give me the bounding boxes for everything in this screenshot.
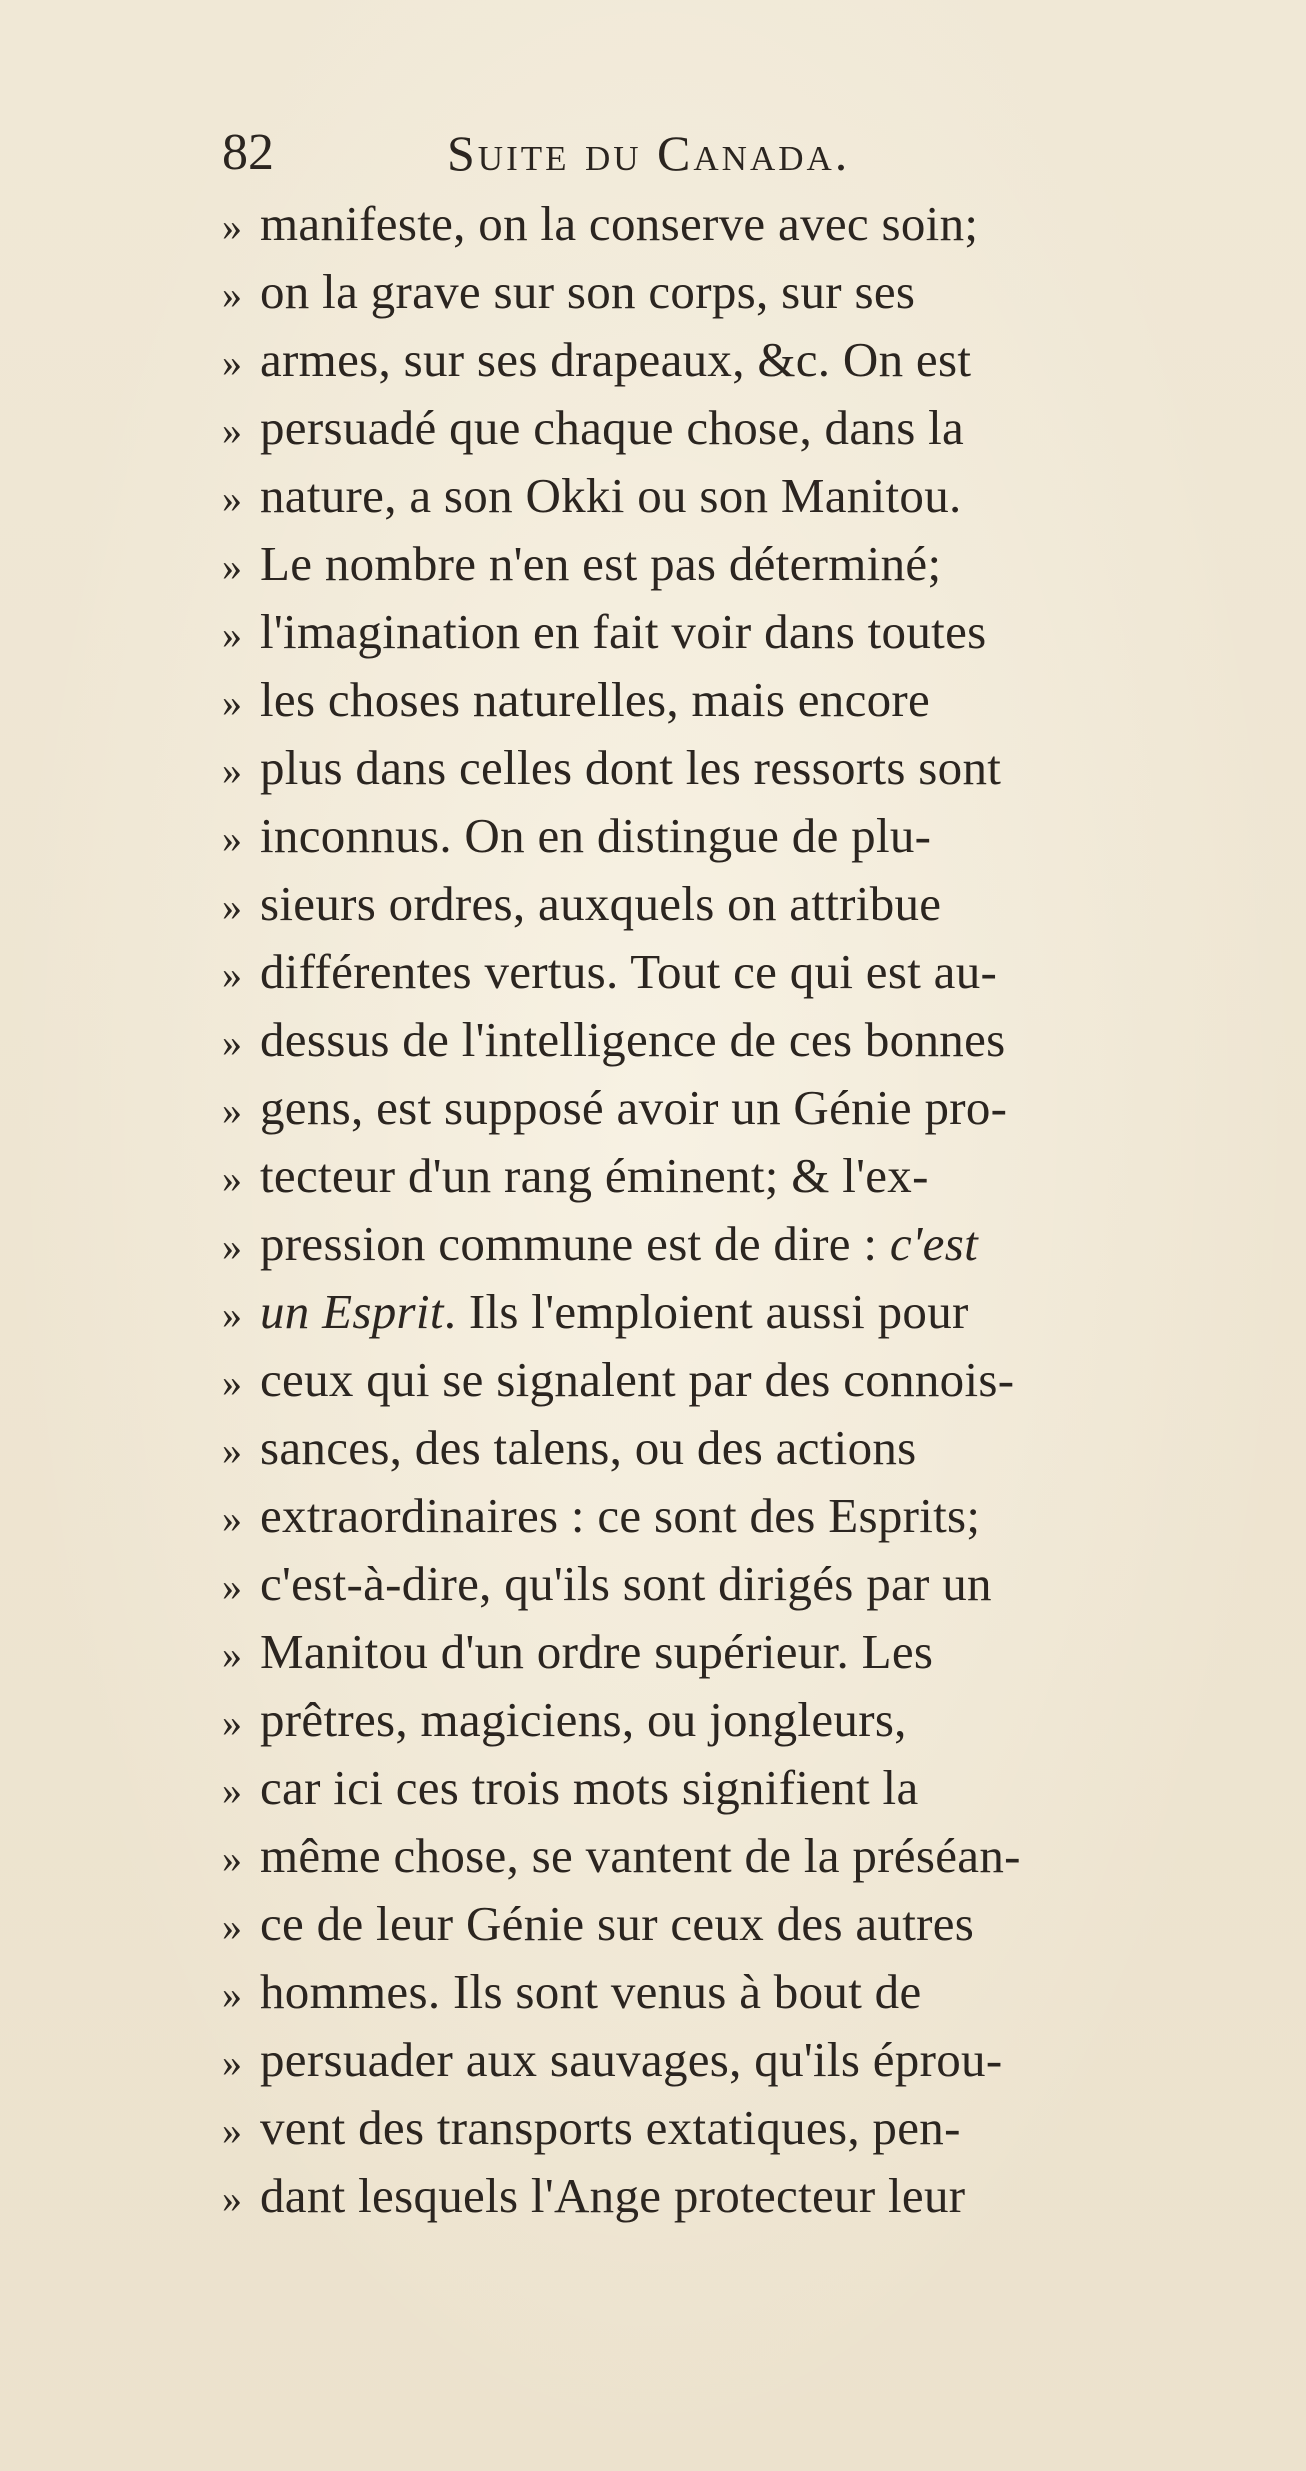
quotation-mark: » <box>222 1836 243 1881</box>
text-line <box>222 802 1222 870</box>
line-text: Manitou d'un ordre supérieur. Les <box>260 1624 934 1679</box>
text-line <box>222 734 1222 802</box>
line-text: extraordinaires : ce sont des Esprits; <box>260 1488 981 1543</box>
quotation-mark: » <box>222 1224 243 1269</box>
line-text: plus dans celles dont les ressorts sont <box>260 740 1002 795</box>
quotation-mark: » <box>222 272 243 317</box>
line-text: hommes. Ils sont venus à bout de <box>260 1964 922 2019</box>
line-text: ceux qui se signalent par des connois- <box>260 1352 1015 1407</box>
line-text: . Ils l'emploient aussi pour <box>443 1284 969 1339</box>
line-text: pression commune est de dire : <box>260 1216 890 1271</box>
text-line <box>222 1142 1222 1210</box>
text-line <box>222 666 1222 734</box>
quotation-mark: » <box>222 748 243 793</box>
line-text: manifeste, on la conserve avec soin; <box>260 196 979 251</box>
text-line <box>222 1550 1222 1618</box>
quotation-mark: » <box>222 2108 243 2153</box>
quotation-mark: » <box>222 476 243 521</box>
quotation-mark: » <box>222 1496 243 1541</box>
italic-text: un Esprit <box>260 1284 444 1339</box>
quotation-mark: » <box>222 1768 243 1813</box>
line-text: armes, sur ses drapeaux, &c. On est <box>260 332 972 387</box>
text-line <box>222 258 1222 326</box>
text-line <box>222 598 1222 666</box>
text-line <box>222 1414 1222 1482</box>
quotation-mark: » <box>222 2040 243 2085</box>
quotation-mark: » <box>222 544 243 589</box>
quotation-mark: » <box>222 1972 243 2017</box>
text-line <box>222 326 1222 394</box>
quotation-mark: » <box>222 1360 243 1405</box>
quotation-mark: » <box>222 2176 243 2221</box>
line-text: dant lesquels l'Ange protecteur leur <box>260 2168 966 2223</box>
line-text: même chose, se vantent de la préséan- <box>260 1828 1021 1883</box>
line-text: nature, a son Okki ou son Manitou. <box>260 468 962 523</box>
quotation-mark: » <box>222 612 243 657</box>
line-text: tecteur d'un rang éminent; & l'ex- <box>260 1148 929 1203</box>
text-line <box>222 1754 1222 1822</box>
line-text: prêtres, magiciens, ou jongleurs, <box>260 1692 907 1747</box>
text-line <box>222 462 1222 530</box>
line-text: les choses naturelles, mais encore <box>260 672 931 727</box>
quotation-mark: » <box>222 1156 243 1201</box>
text-line <box>222 1686 1222 1754</box>
page-header <box>222 118 1122 188</box>
quotation-mark: » <box>222 1020 243 1065</box>
quotation-mark: » <box>222 884 243 929</box>
text-line <box>222 2094 1222 2162</box>
text-line <box>222 1958 1222 2026</box>
line-text: différentes vertus. Tout ce qui est au- <box>260 944 998 999</box>
text-line <box>222 530 1222 598</box>
line-text: l'imagination en fait voir dans toutes <box>260 604 987 659</box>
quotation-mark: » <box>222 1428 243 1473</box>
text-line <box>222 1890 1222 1958</box>
line-text: Le nombre n'en est pas déterminé; <box>260 536 942 591</box>
line-text: c'est-à-dire, qu'ils sont dirigés par un <box>260 1556 992 1611</box>
quotation-mark: » <box>222 204 243 249</box>
line-text: persuadé que chaque chose, dans la <box>260 400 965 455</box>
text-line <box>222 1074 1222 1142</box>
text-line <box>222 1618 1222 1686</box>
quotation-mark: » <box>222 1632 243 1677</box>
text-line <box>222 2162 1222 2230</box>
text-line <box>222 394 1222 462</box>
quotation-mark: » <box>222 408 243 453</box>
line-text: vent des transports extatiques, pen- <box>260 2100 961 2155</box>
line-text: ce de leur Génie sur ceux des autres <box>260 1896 975 1951</box>
page-number: 82 <box>222 124 274 181</box>
quotation-mark: » <box>222 1564 243 1609</box>
line-text: inconnus. On en distingue de plu- <box>260 808 932 863</box>
quotation-mark: » <box>222 1700 243 1745</box>
quotation-mark: » <box>222 816 243 861</box>
running-head: Suite du Canada. <box>447 125 851 181</box>
text-line <box>222 1346 1222 1414</box>
line-text: dessus de l'intelligence de ces bonnes <box>260 1012 1006 1067</box>
line-text: persuader aux sauvages, qu'ils éprou- <box>260 2032 1003 2087</box>
line-text: sances, des talens, ou des actions <box>260 1420 917 1475</box>
text-line <box>222 1006 1222 1074</box>
text-line <box>222 870 1222 938</box>
text-line <box>222 1278 1222 1346</box>
line-text: car ici ces trois mots signifient la <box>260 1760 919 1815</box>
line-text: gens, est supposé avoir un Génie pro- <box>260 1080 1008 1135</box>
text-line <box>222 1482 1222 1550</box>
line-text: on la grave sur son corps, sur ses <box>260 264 916 319</box>
italic-text: c'est <box>889 1216 978 1271</box>
text-line <box>222 1210 1222 1278</box>
quotation-mark: » <box>222 680 243 725</box>
text-line <box>222 2026 1222 2094</box>
text-line <box>222 938 1222 1006</box>
line-text: sieurs ordres, auxquels on attribue <box>260 876 942 931</box>
quotation-mark: » <box>222 1292 243 1337</box>
quotation-mark: » <box>222 1904 243 1949</box>
text-line <box>222 190 1222 258</box>
quotation-mark: » <box>222 340 243 385</box>
quotation-mark: » <box>222 1088 243 1133</box>
quotation-mark: » <box>222 952 243 997</box>
text-line <box>222 1822 1222 1890</box>
body-text <box>222 190 1222 2230</box>
